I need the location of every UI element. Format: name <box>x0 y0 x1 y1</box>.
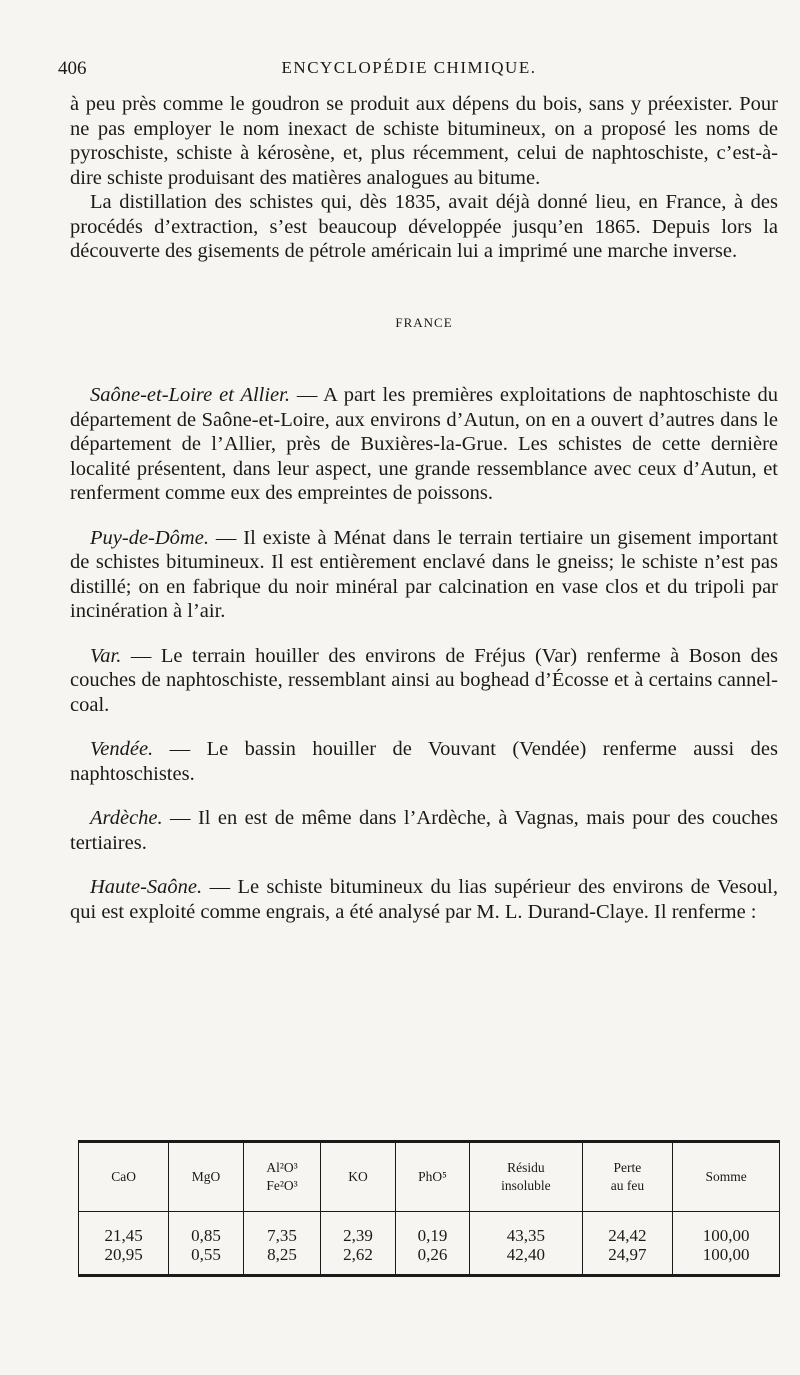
header-ko: KO <box>321 1143 395 1212</box>
cell-perte-au-feu: 24,42 24,97 <box>582 1212 673 1275</box>
entry-text: — A part les premières exploitations de naphtoschiste du département de Saône-et-Loire, aux environs d’Autun, on en a ouvert d’autres dans le département de l’Allier, près de Buxières-la-Grue. Les schistes de cette dernière localité présentent, dans leur aspect, une grande ressemblance avec ceux d’Autun, et renferment comme eux des empreintes de poissons. <box>70 384 778 504</box>
entry-text: — Il existe à Ménat dans le terrain tertiaire un gisement important de schistes bitumineux. Il est entièrement enclavé dans le gneiss; le schiste n’est pas distillé; on en fabrique du noir minéral par calcination en vase clos et du tripoli par incinération à l’air. <box>70 526 778 622</box>
cell-mgo: 0,85 0,55 <box>169 1212 243 1275</box>
entry-var <box>70 644 778 718</box>
header-al2o3-fe2o3: Al²O³ Fe²O³ <box>243 1143 321 1212</box>
entry-haute-saone <box>70 875 778 924</box>
cell-residu-insoluble: 43,35 42,40 <box>470 1212 582 1275</box>
region-name: Ardèche. <box>90 807 163 829</box>
section-heading-france: FRANCE <box>395 314 453 330</box>
page-number: 406 <box>58 58 87 79</box>
cell-cao: 21,45 20,95 <box>104 1226 143 1264</box>
table-row <box>79 1212 779 1275</box>
entry-text: — Il en est de même dans l’Ardèche, à Vagnas, mais pour des couches tertiaires. <box>70 807 778 854</box>
region-name: Var. <box>90 644 122 667</box>
cell-al2o3-fe2o3: 7,35 8,25 <box>243 1212 321 1275</box>
region-name: Puy-de-Dôme. <box>90 526 209 549</box>
header-perte-au-feu: Perte au feu <box>582 1143 673 1212</box>
paragraph-intro-continuation: à peu près comme le goudron se produit aux dépens du bois, sans y préexister. Pour ne pas employer le nom inexact de schiste bitumineux, on a proposé les noms de pyroschiste, schiste à kérosène, et, plus récemment, celui de naphtoschiste, c’est-à-dire schiste produisant des matières analogues au bitume. <box>70 93 778 189</box>
header-cao: CaO <box>79 1143 169 1212</box>
running-title: ENCYCLOPÉDIE CHIMIQUE. <box>281 58 537 77</box>
header-somme: Somme <box>673 1143 779 1212</box>
body-text <box>70 92 778 924</box>
region-name: Saône-et-Loire et Allier. <box>90 384 290 406</box>
header-pho5: PhO⁵ <box>395 1143 469 1212</box>
table-header-row <box>79 1143 779 1212</box>
header-residu-insoluble: Résidu insoluble <box>470 1143 582 1212</box>
entry-puy-de-dome <box>70 526 778 624</box>
paragraph-distillation-history: La distillation des schistes qui, dès 1835, avait déjà donné lieu, en France, à des procédés d’extraction, s’est beaucoup développée jusqu’en 1865. Depuis lors la découverte des gisements de pétrole américain lui a imprimé une marche inverse. <box>70 191 778 262</box>
entry-vendee <box>70 737 778 786</box>
region-name: Haute-Saône. <box>90 876 203 898</box>
entry-saone-et-loire <box>70 383 778 506</box>
cell-pho5: 0,19 0,26 <box>395 1212 469 1275</box>
entry-text: — Le schiste bitumineux du lias supérieur des environs de Vesoul, qui est exploité comme engrais, a été analysé par M. L. Durand-Claye. Il renferme : <box>70 876 778 923</box>
analysis-table <box>78 1140 780 1277</box>
entry-ardeche <box>70 806 778 855</box>
cell-somme: 100,00 100,00 <box>673 1212 779 1275</box>
region-name: Vendée. <box>90 738 154 760</box>
entry-text: — Le bassin houiller de Vouvant (Vendée) renferme aussi des naphtoschistes. <box>70 738 778 785</box>
cell-ko: 2,39 2,62 <box>321 1212 395 1275</box>
header-mgo: MgO <box>169 1143 243 1212</box>
entry-text: — Le terrain houiller des environs de Fréjus (Var) renferme à Boson des couches de naphtoschiste, ressemblant ainsi au boghead d’Écosse et à certains cannel-coal. <box>70 644 778 716</box>
page-header <box>58 58 760 82</box>
